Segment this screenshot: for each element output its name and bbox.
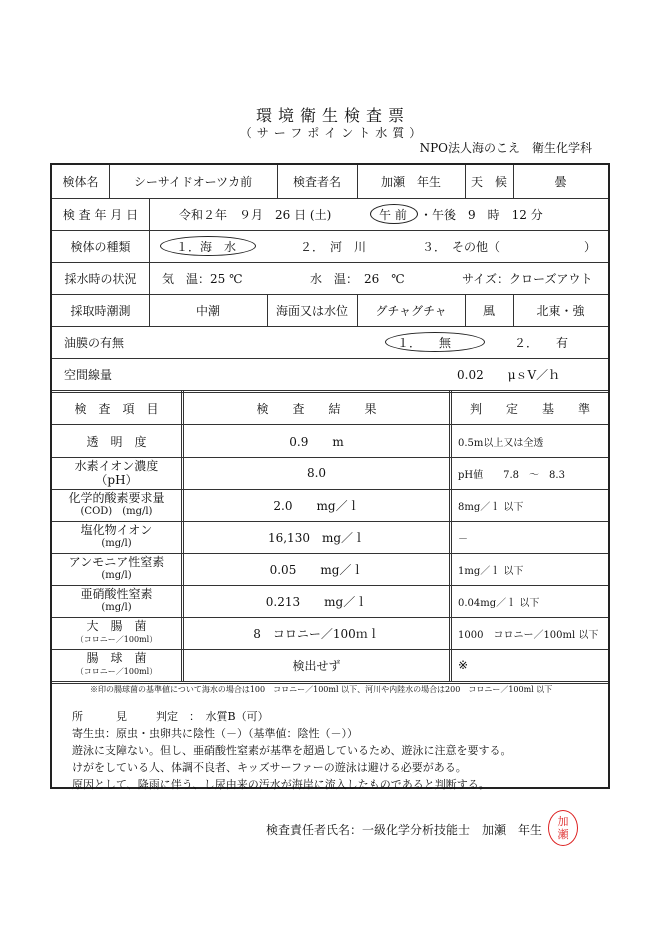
inspection-form <box>50 163 610 789</box>
item-ph-unit: （pH） <box>95 473 138 487</box>
item-ecoli-unit: （コロニー／100ml） <box>75 635 158 644</box>
item-ecoli-name: 大 腸 菌 <box>86 619 147 633</box>
standard-enterococcus: ※ <box>458 658 469 672</box>
type-other: ３． その他（ ） <box>422 239 597 254</box>
standard-nitrite: 0.04mg／ｌ 以下 <box>458 597 540 609</box>
selected-circle <box>370 204 418 224</box>
sea-level-value: グチャグチャ <box>375 303 447 318</box>
col-divider <box>449 391 452 682</box>
date-label: 検 査 年 月 日 <box>62 207 139 222</box>
sample-name-label: 検体名 <box>62 175 99 189</box>
result-transparency: 0.9 m <box>289 434 344 449</box>
selected-circle <box>385 332 485 352</box>
findings-line: 原因として、降雨に伴う、し尿由来の汚水が海岸に流入したものであると判断する。 <box>72 778 490 791</box>
oil-film-label: 油膜の有無 <box>64 335 125 350</box>
findings-line: けがをしている人、体調不良者、キッズサーファーの遊泳は避ける必要がある。 <box>72 761 467 774</box>
water-temperature: 水 温： 26 ℃ <box>310 271 405 286</box>
standard-transparency: 0.5m以上又は全透 <box>458 437 544 449</box>
item-nitrite-name: 亜硝酸性窒素 <box>80 587 153 601</box>
seal-stamp <box>548 810 578 846</box>
organization-name: NPO法人海のこえ 衛生化学科 <box>419 141 592 155</box>
result-ecoli: 8 コロニー／100ｍｌ <box>253 626 380 641</box>
item-chloride-name: 塩化物イオン <box>80 523 153 537</box>
sample-name-value: シーサイドオーツカ前 <box>133 175 253 189</box>
item-transparency: 透 明 度 <box>86 434 147 449</box>
standard-ph: pH値 7.8 ～ 8.3 <box>458 469 565 481</box>
findings-line: 寄生虫：原虫・虫卵共に陰性（－）（基準値：陰性（－）） <box>72 727 358 740</box>
wave-size: サイズ：クローズアウト <box>462 271 593 286</box>
seal-char-bottom: 瀬 <box>557 828 569 841</box>
col-divider <box>149 198 150 230</box>
item-enterococcus-name: 腸 球 菌 <box>86 651 147 665</box>
item-ammonia <box>52 553 181 585</box>
item-chloride-unit: (mg/l) <box>101 538 132 549</box>
standard-ecoli: 1000 コロニー／100ml 以下 <box>458 629 599 641</box>
header-item: 検 査 項 目 <box>74 402 159 416</box>
tide-value: 中潮 <box>195 303 220 318</box>
inspector-label: 検査者名 <box>292 175 341 189</box>
selected-circle <box>160 236 256 256</box>
standard-cod: 8mg／ｌ 以下 <box>458 501 524 513</box>
page-subtitle: （サーフポイント水質） <box>239 126 427 140</box>
wind-value: 北東・強 <box>536 303 585 318</box>
findings-verdict: 判定 ： 水質B（可） <box>156 710 269 723</box>
air-temperature: 気 温：25 ℃ <box>162 271 243 286</box>
result-cod: 2.0 mg／ｌ <box>273 498 360 513</box>
weather-label: 天 候 <box>470 175 507 189</box>
item-ammonia-name: アンモニア性窒素 <box>68 555 165 569</box>
header-standard: 判 定 基 準 <box>469 402 590 416</box>
findings-label: 所 見 <box>72 710 127 723</box>
item-enterococcus <box>52 649 181 681</box>
standard-ammonia: 1mg／ｌ 以下 <box>458 565 524 577</box>
page-title: 環境衛生検査票 <box>255 106 410 125</box>
findings-line: 遊泳に支障ない。但し、亜硝酸性窒素が基準を超過しているため、遊泳に注意を要する。 <box>72 744 512 757</box>
inspector-value: 加瀬 年生 <box>380 175 441 189</box>
result-ph: 8.0 <box>306 466 327 480</box>
item-ph <box>52 457 181 489</box>
footnote: ※印の腸球菌の基準値について海水の場合は100 コロニー／100ml 以下、河川や内陸水の場合は200 コロニー／100ml 以下 <box>90 685 553 694</box>
findings-section <box>72 708 512 793</box>
item-nitrite-unit: (mg/l) <box>101 602 132 613</box>
am-option: 午 前 <box>379 207 407 222</box>
wind-label: 風 <box>482 303 495 318</box>
type-river: ２． 河 川 <box>300 239 367 254</box>
oil-present-option: ２． 有 <box>514 335 569 350</box>
item-ecoli <box>52 617 181 649</box>
tide-label: 採取時潮測 <box>70 303 131 318</box>
item-nitrite <box>52 585 181 617</box>
header-result: 検 査 結 果 <box>256 402 377 416</box>
weather-value: 曇 <box>554 175 567 189</box>
item-enterococcus-unit: （コロニー／100ml） <box>75 667 158 676</box>
result-nitrite: 0.213 mg／ｌ <box>265 594 368 609</box>
radiation-label: 空間線量 <box>64 367 113 382</box>
date-value: 令和２年 ９月 26 日 (土) <box>179 207 332 222</box>
item-cod-unit: (COD) (mg/l) <box>80 506 153 517</box>
col-divider <box>149 230 150 294</box>
condition-label: 採水時の状況 <box>64 271 137 286</box>
oil-none-option: １． 無 <box>397 335 452 350</box>
standard-chloride: － <box>458 533 468 545</box>
time-value: ・午後 9 時 12 分 <box>420 207 543 222</box>
item-cod <box>52 489 181 521</box>
item-chloride <box>52 521 181 553</box>
sea-level-label: 海面又は水位 <box>275 303 348 318</box>
result-ammonia: 0.05 mg／ｌ <box>269 562 364 577</box>
type-label: 検体の種類 <box>70 239 131 254</box>
item-ph-name: 水素イオン濃度 <box>74 459 159 473</box>
responsible-inspector: 検査責任者氏名：一級化学分析技能士 加瀬 年生 <box>266 823 543 837</box>
findings-header <box>72 708 512 725</box>
radiation-value: 0.02 μｓV／ｈ <box>457 367 561 382</box>
seal-char-top: 加 <box>557 815 569 828</box>
result-chloride: 16,130 mg／ｌ <box>267 530 366 545</box>
result-enterococcus: 検出せず <box>292 658 341 673</box>
item-cod-name: 化学的酸素要求量 <box>68 491 165 505</box>
type-seawater: １．海 水 <box>176 239 237 254</box>
item-ammonia-unit: (mg/l) <box>101 570 132 581</box>
